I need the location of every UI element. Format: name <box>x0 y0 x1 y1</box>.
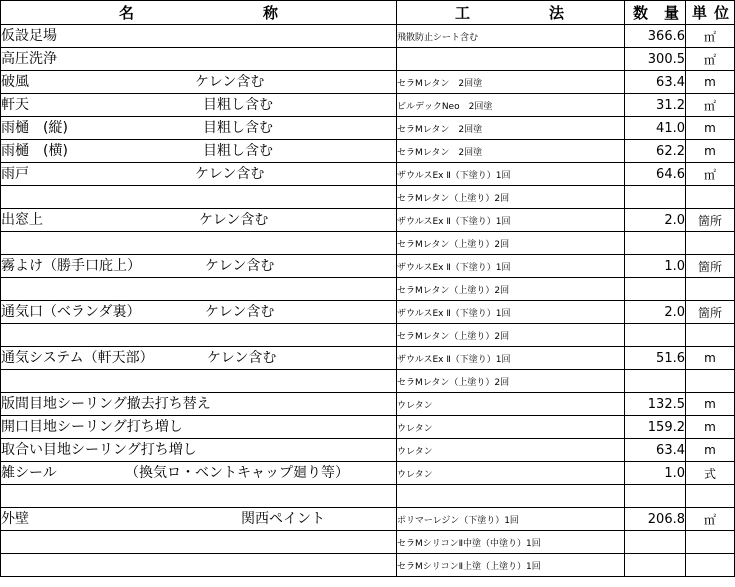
method-cell: ザウルスEx Ⅱ（下塗り）1回 <box>397 209 625 232</box>
item-name: 軒天 <box>1 97 29 113</box>
header-unit-right: 位 <box>713 4 729 22</box>
quantity-cell <box>625 232 686 255</box>
header-unit-left: 単 <box>692 4 708 22</box>
table-row <box>1 209 735 232</box>
table-row <box>1 186 735 209</box>
quantity-cell: 63.4 <box>625 439 686 462</box>
item-note: （換気ロ・ベントキャップ廻り等） <box>125 465 349 481</box>
quantity-cell: 62.2 <box>625 140 686 163</box>
item-note: ケレン含む <box>195 166 265 182</box>
unit-cell <box>686 554 735 577</box>
quantity-cell: 1.0 <box>625 462 686 485</box>
method-cell: セラMレタン（上塗り）2回 <box>397 278 625 301</box>
header-qty-left: 数 <box>633 4 649 22</box>
quantity-cell <box>625 554 686 577</box>
unit-cell <box>686 324 735 347</box>
table-header <box>1 1 735 25</box>
item-name-cell <box>1 278 397 301</box>
quantity-cell: 206.8 <box>625 508 686 531</box>
unit-cell <box>686 232 735 255</box>
item-name-cell <box>1 117 397 140</box>
unit-cell: ㎡ <box>686 48 735 71</box>
item-name-cell <box>1 255 397 278</box>
table-row <box>1 370 735 393</box>
unit-cell: 箇所 <box>686 209 735 232</box>
method-cell: ウレタン <box>397 462 625 485</box>
quantity-cell <box>625 278 686 301</box>
unit-cell: m <box>686 140 735 163</box>
quantity-cell: 132.5 <box>625 393 686 416</box>
item-name: 雨樋 (横) <box>1 143 68 159</box>
method-cell: ウレタン <box>397 416 625 439</box>
item-note: 目粗し含む <box>203 143 273 159</box>
header-qty <box>625 1 686 25</box>
item-name-cell <box>1 140 397 163</box>
table-row <box>1 25 735 48</box>
table-row <box>1 94 735 117</box>
unit-cell: m <box>686 117 735 140</box>
method-cell <box>397 485 625 508</box>
item-name: 外壁 <box>1 511 29 527</box>
item-note: 目粗し含む <box>203 120 273 136</box>
quantity-cell: 41.0 <box>625 117 686 140</box>
quantity-cell: 2.0 <box>625 301 686 324</box>
method-cell: ザウルスEx Ⅱ（下塗り）1回 <box>397 163 625 186</box>
item-name: 雨戸 <box>1 166 29 182</box>
item-name-cell <box>1 163 397 186</box>
header-name-right: 称 <box>262 4 278 22</box>
header-qty-right: 量 <box>663 4 679 22</box>
quantity-cell: 1.0 <box>625 255 686 278</box>
method-cell: ウレタン <box>397 393 625 416</box>
method-cell: セラMレタン（上塗り）2回 <box>397 186 625 209</box>
item-name-cell <box>1 48 397 71</box>
method-cell: 飛散防止シート含む <box>397 25 625 48</box>
item-name: 破風 <box>1 74 29 90</box>
item-name: 雑シール <box>1 465 57 481</box>
unit-cell <box>686 370 735 393</box>
item-name-cell <box>1 416 397 439</box>
method-cell: セラMレタン 2回塗 <box>397 71 625 94</box>
table-row <box>1 393 735 416</box>
item-name: 通気口（ベランダ裏） <box>1 304 141 320</box>
table-row <box>1 439 735 462</box>
item-name-cell <box>1 25 397 48</box>
table-row <box>1 485 735 508</box>
table-body <box>1 25 735 577</box>
item-name: 霧よけ（勝手口庇上） <box>1 258 141 274</box>
method-cell: セラMレタン（上塗り）2回 <box>397 324 625 347</box>
item-note: 関西ペイント <box>241 511 325 527</box>
table-row <box>1 462 735 485</box>
table-row <box>1 531 735 554</box>
method-cell: ザウルスEx Ⅱ（下塗り）1回 <box>397 301 625 324</box>
item-name-cell <box>1 370 397 393</box>
table-row <box>1 140 735 163</box>
unit-cell: m <box>686 439 735 462</box>
quantity-cell <box>625 186 686 209</box>
unit-cell <box>686 186 735 209</box>
item-name: 取合い目地シーリング打ち増し <box>1 442 197 458</box>
quantity-cell <box>625 324 686 347</box>
item-name-cell <box>1 462 397 485</box>
item-note: ケレン含む <box>205 258 275 274</box>
item-note: ケレン含む <box>207 350 277 366</box>
quantity-cell: 63.4 <box>625 71 686 94</box>
header-name-left: 名 <box>119 4 135 22</box>
method-cell: セラMレタン 2回塗 <box>397 117 625 140</box>
item-name-cell <box>1 324 397 347</box>
method-cell: ビルデックNeo 2回塗 <box>397 94 625 117</box>
method-cell: ウレタン <box>397 439 625 462</box>
item-name-cell <box>1 71 397 94</box>
quantity-cell: 51.6 <box>625 347 686 370</box>
item-note: ケレン含む <box>195 74 265 90</box>
unit-cell: m <box>686 347 735 370</box>
method-cell: ポリマーレジン（下塗り）1回 <box>397 508 625 531</box>
unit-cell: m <box>686 71 735 94</box>
unit-cell: ㎡ <box>686 25 735 48</box>
quantity-cell <box>625 531 686 554</box>
header-unit <box>686 1 735 25</box>
table-row <box>1 508 735 531</box>
unit-cell: ㎡ <box>686 508 735 531</box>
table-row <box>1 554 735 577</box>
unit-cell <box>686 485 735 508</box>
item-name: 高圧洗浄 <box>1 51 57 67</box>
item-name: 仮設足場 <box>1 28 57 44</box>
header-method-right: 法 <box>548 4 564 22</box>
item-name-cell <box>1 301 397 324</box>
unit-cell: 箇所 <box>686 255 735 278</box>
item-name-cell <box>1 393 397 416</box>
method-cell: セラMレタン 2回塗 <box>397 140 625 163</box>
table-row <box>1 48 735 71</box>
item-name: 通気システム（軒天部） <box>1 350 154 366</box>
unit-cell: m <box>686 393 735 416</box>
item-name: 開口目地シーリング打ち増し <box>1 419 183 435</box>
table-row <box>1 232 735 255</box>
quantity-cell: 366.6 <box>625 25 686 48</box>
unit-cell: 箇所 <box>686 301 735 324</box>
method-cell: ザウルスEx Ⅱ（下塗り）1回 <box>397 255 625 278</box>
table-row <box>1 324 735 347</box>
table-row <box>1 416 735 439</box>
item-name-cell <box>1 554 397 577</box>
item-note: ケレン含む <box>199 212 269 228</box>
unit-cell: m <box>686 416 735 439</box>
item-note: 目粗し含む <box>203 97 273 113</box>
item-name: 版間目地シーリング撤去打ち替え <box>1 396 211 412</box>
table-row <box>1 301 735 324</box>
table-row <box>1 278 735 301</box>
method-cell: セラMレタン（上塗り）2回 <box>397 232 625 255</box>
unit-cell <box>686 278 735 301</box>
item-name-cell <box>1 209 397 232</box>
unit-cell <box>686 531 735 554</box>
method-cell: ザウルスEx Ⅱ（下塗り）1回 <box>397 347 625 370</box>
method-cell <box>397 48 625 71</box>
item-name-cell <box>1 485 397 508</box>
header-name <box>1 1 397 25</box>
item-note: ケレン含む <box>205 304 275 320</box>
method-cell: セラMシリコンⅡ中塗（中塗り）1回 <box>397 531 625 554</box>
item-name-cell <box>1 186 397 209</box>
item-name: 雨樋 (縦) <box>1 120 68 136</box>
unit-cell: 式 <box>686 462 735 485</box>
quantity-cell <box>625 370 686 393</box>
quantity-cell: 300.5 <box>625 48 686 71</box>
table-row <box>1 163 735 186</box>
header-method <box>397 1 625 25</box>
method-cell: セラMシリコンⅡ上塗（上塗り）1回 <box>397 554 625 577</box>
quantity-cell: 159.2 <box>625 416 686 439</box>
table-row <box>1 71 735 94</box>
header-method-left: 工 <box>455 4 471 22</box>
item-name-cell <box>1 531 397 554</box>
quantity-cell: 64.6 <box>625 163 686 186</box>
item-name: 出窓上 <box>1 212 43 228</box>
item-name-cell <box>1 439 397 462</box>
quantity-cell: 31.2 <box>625 94 686 117</box>
table-row <box>1 347 735 370</box>
table-row <box>1 255 735 278</box>
item-name-cell <box>1 94 397 117</box>
item-name-cell <box>1 347 397 370</box>
unit-cell: ㎡ <box>686 163 735 186</box>
table-row <box>1 117 735 140</box>
item-name-cell <box>1 508 397 531</box>
quantity-cell <box>625 485 686 508</box>
unit-cell: ㎡ <box>686 94 735 117</box>
method-cell: セラMレタン（上塗り）2回 <box>397 370 625 393</box>
quantity-cell: 2.0 <box>625 209 686 232</box>
item-name-cell <box>1 232 397 255</box>
